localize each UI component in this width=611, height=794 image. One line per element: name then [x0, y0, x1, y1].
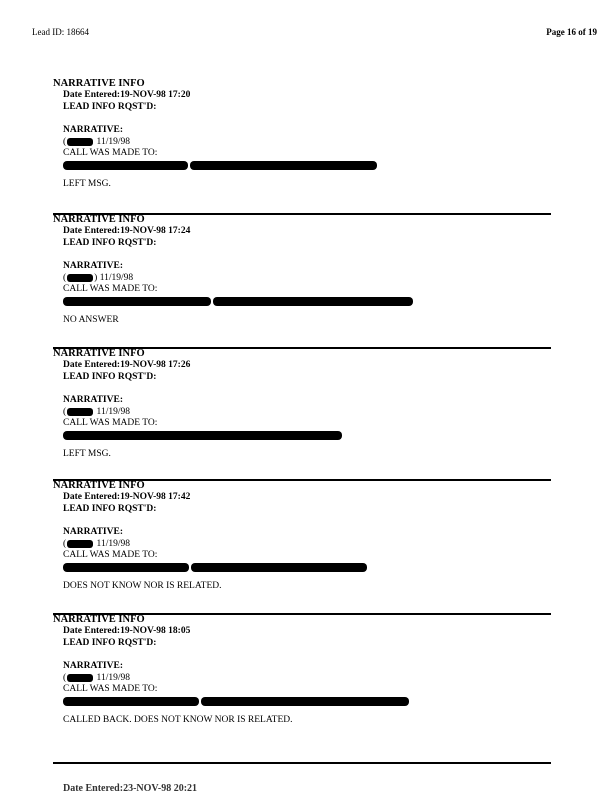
redaction-line [201, 697, 409, 706]
call-made-to: CALL WAS MADE TO: [63, 284, 158, 294]
lead-info-label: LEAD INFO RQST'D: [63, 237, 157, 248]
narrative-entry-4 [53, 480, 551, 593]
redaction-line [63, 431, 195, 440]
redaction-block [67, 674, 93, 682]
narrative-date: 11/19/98 [96, 406, 130, 417]
date-entered-value: 19-NOV-98 17:24 [120, 226, 191, 236]
page-number: Page 16 of 19 [546, 27, 597, 37]
date-entered-value: 19-NOV-98 18:05 [120, 626, 191, 636]
section-title: NARRATIVE INFO [53, 78, 145, 89]
date-entered-value: 19-NOV-98 17:20 [120, 90, 191, 100]
call-made-to: CALL WAS MADE TO: [63, 550, 158, 560]
lead-info-label: LEAD INFO RQST'D: [63, 101, 157, 112]
redaction-line [63, 297, 211, 306]
call-made-to: CALL WAS MADE TO: [63, 684, 158, 694]
section-title: NARRATIVE INFO [53, 214, 145, 225]
narrative-entry-1 [53, 78, 551, 191]
redaction-line [187, 431, 342, 440]
entry-body: Date Entered:19-NOV-98 17:42 LEAD INFO RQST'D: NARRATIVE: ( 11/19/98 CALL WAS MADE TO: DOES NOT KNOW NOR IS RELATED. [63, 492, 551, 593]
narrative-label: NARRATIVE: [63, 395, 123, 405]
date-entered-label: Date Entered: [63, 90, 121, 100]
section-title: NARRATIVE INFO [53, 614, 145, 625]
call-result: NO ANSWER [63, 315, 119, 325]
lead-info-label: LEAD INFO RQST'D: [63, 371, 157, 382]
narrative-date: 11/19/98 [96, 136, 130, 147]
redaction-block [67, 138, 93, 146]
narrative-entry-3 [53, 348, 551, 461]
narrative-date: 11/19/98 [99, 272, 134, 283]
lead-info-label: LEAD INFO RQST'D: [63, 503, 157, 514]
call-result: DOES NOT KNOW NOR IS RELATED. [63, 581, 222, 591]
section-title: NARRATIVE INFO [53, 348, 145, 359]
redaction-line [190, 161, 377, 170]
call-result: LEFT MSG. [63, 449, 111, 459]
narrative-label: NARRATIVE: [63, 527, 123, 537]
narrative-date: 11/19/98 [96, 538, 130, 549]
call-result: CALLED BACK. DOES NOT KNOW NOR IS RELATED. [63, 715, 293, 725]
lead-info-label: LEAD INFO RQST'D: [63, 637, 157, 648]
entry-body: Date Entered:19-NOV-98 17:20 LEAD INFO RQST'D: NARRATIVE: ( 11/19/98 CALL WAS MADE TO: LEFT MSG. [63, 90, 551, 191]
narrative-date: 11/19/98 [96, 672, 130, 683]
call-result: LEFT MSG. [63, 179, 111, 189]
redaction-block [67, 274, 93, 282]
call-made-to: CALL WAS MADE TO: [63, 148, 158, 158]
narrative-label: NARRATIVE: [63, 261, 123, 271]
date-entered-label: Date Entered: [63, 492, 121, 502]
redaction-line [63, 697, 199, 706]
entry-body: Date Entered:19-NOV-98 18:05 LEAD INFO RQST'D: NARRATIVE: ( 11/19/98 CALL WAS MADE TO: CALLED BACK. DOES NOT KNOW NOR IS RELATED. [63, 626, 551, 727]
section-divider [53, 762, 551, 764]
redaction-block [67, 408, 93, 416]
redaction-line [63, 161, 188, 170]
redaction-line [213, 297, 413, 306]
date-entered-label: Date Entered: [63, 360, 121, 370]
date-entered-label: Date Entered: [63, 226, 121, 236]
lead-id: Lead ID: 18664 [32, 27, 89, 37]
redaction-line [191, 563, 367, 572]
call-made-to: CALL WAS MADE TO: [63, 418, 158, 428]
narrative-entry-5 [53, 614, 551, 727]
narrative-label: NARRATIVE: [63, 125, 123, 135]
date-entered-value: 19-NOV-98 17:26 [120, 360, 191, 370]
narrative-entry-2 [53, 214, 551, 327]
narrative-label: NARRATIVE: [63, 661, 123, 671]
date-entered-value: 19-NOV-98 17:42 [120, 492, 191, 502]
entry-body: Date Entered:19-NOV-98 17:26 LEAD INFO RQST'D: NARRATIVE: ( 11/19/98 CALL WAS MADE TO: LEFT MSG. [63, 360, 551, 461]
redaction-block [67, 540, 93, 548]
entry-body: Date Entered:19-NOV-98 17:24 LEAD INFO RQST'D: NARRATIVE: ( ) 11/19/98 CALL WAS MADE TO: NO ANSWER [63, 226, 551, 327]
redaction-line [63, 563, 189, 572]
cutoff-date-entered: Date Entered:23-NOV-98 20:21 [63, 783, 198, 794]
date-entered-label: Date Entered: [63, 626, 121, 636]
section-title: NARRATIVE INFO [53, 480, 145, 491]
